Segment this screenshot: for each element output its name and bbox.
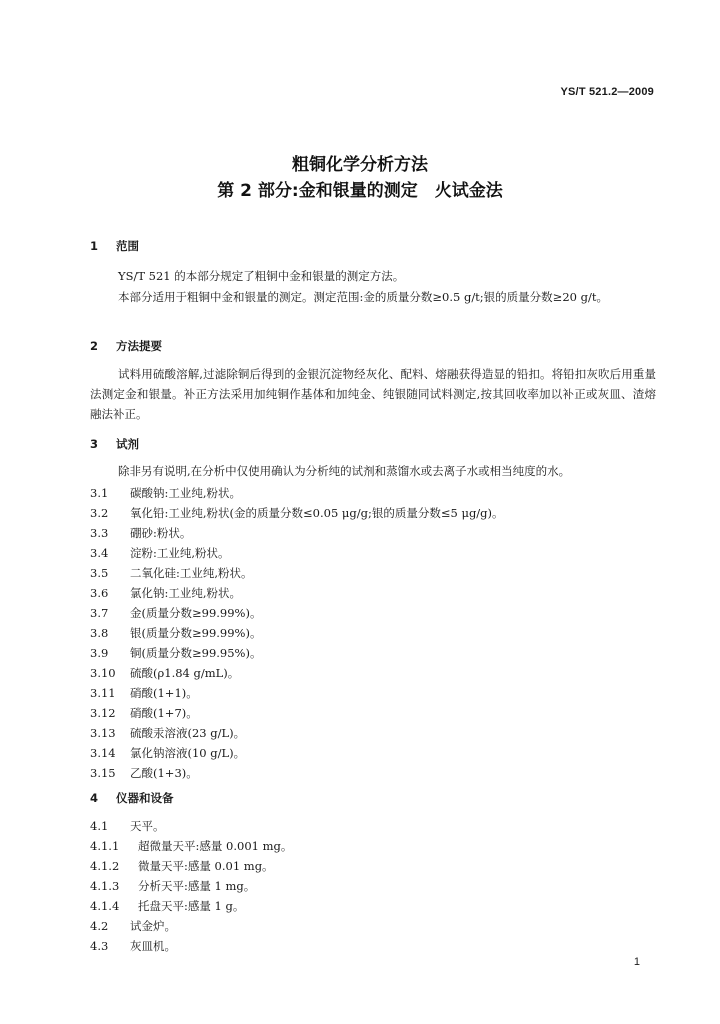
section-title: 方法提要 [116, 339, 162, 353]
list-item [90, 838, 292, 854]
item-text: 二氧化硅:工业纯,粉状。 [130, 566, 253, 580]
item-text: 硫酸(ρ1.84 g/mL)。 [130, 666, 240, 680]
item-number: 3.10 [90, 666, 116, 680]
section-3-intro: 除非另有说明,在分析中仅使用确认为分析纯的试剂和蒸馏水或去离子水或相当纯度的水。 [118, 464, 571, 478]
document-title: 粗铜化学分析方法 [292, 155, 428, 175]
item-number: 3.14 [90, 746, 116, 760]
item-text: 试金炉。 [130, 919, 176, 933]
item-number: 4.1.2 [90, 859, 120, 873]
item-text: 硼砂:粉状。 [130, 526, 192, 540]
item-number: 4.1.1 [90, 839, 120, 853]
item-text: 硝酸(1+7)。 [130, 706, 198, 720]
item-number: 3.5 [90, 566, 109, 580]
section-3-heading [90, 436, 139, 452]
list-item [90, 565, 253, 581]
list-item [90, 938, 176, 954]
list-item [90, 818, 165, 834]
list-item [90, 898, 244, 914]
item-text: 乙酸(1+3)。 [130, 766, 198, 780]
item-number: 4.1.3 [90, 879, 120, 893]
list-item [90, 745, 245, 761]
item-text: 氯化钠:工业纯,粉状。 [130, 586, 242, 600]
item-text: 铜(质量分数≥99.95%)。 [130, 646, 262, 660]
item-number: 3.6 [90, 586, 109, 600]
section-number: 1 [90, 239, 99, 253]
item-number: 4.1 [90, 819, 109, 833]
section-title: 试剂 [116, 437, 139, 451]
item-text: 分析天平:感量 1 mg。 [138, 879, 256, 893]
section-title: 仪器和设备 [116, 791, 174, 805]
item-text: 超微量天平:感量 0.001 mg。 [138, 839, 293, 853]
item-number: 3.8 [90, 626, 109, 640]
section-1-paragraph-1: YS/T 521 的本部分规定了粗铜中金和银量的测定方法。 [118, 269, 405, 283]
section-2-heading [90, 338, 162, 354]
list-item [90, 525, 191, 541]
item-number: 4.3 [90, 939, 109, 953]
section-number: 3 [90, 437, 99, 451]
item-text: 淀粉:工业纯,粉状。 [130, 546, 230, 560]
item-text: 硫酸汞溶液(23 g/L)。 [130, 726, 246, 740]
item-number: 3.13 [90, 726, 116, 740]
list-item [90, 625, 261, 641]
item-number: 3.1 [90, 486, 109, 500]
list-item [90, 918, 176, 934]
list-item [90, 878, 255, 894]
item-number: 4.1.4 [90, 899, 120, 913]
document-subtitle: 第 2 部分:金和银量的测定 火试金法 [217, 181, 503, 201]
section-2-paragraph: 试料用硫酸溶解,过滤除铜后得到的金银沉淀物经灰化、配料、熔融获得造显的铅扣。将铅扣灰吹后用重量法测定金和银量。补正方法采用加纯铜作基体和加纯金、纯银随同试料测定,按其回收率加以补正或灰皿、渣熔融法补正。 [90, 367, 656, 421]
list-item [90, 485, 241, 501]
item-text: 氧化铅:工业纯,粉状(金的质量分数≤0.05 μg/g;银的质量分数≤5 μg/g)。 [130, 506, 504, 520]
page-number: 1 [633, 956, 640, 968]
list-item [90, 585, 241, 601]
item-text: 金(质量分数≥99.99%)。 [130, 606, 262, 620]
item-text: 微量天平:感量 0.01 mg。 [138, 859, 274, 873]
list-item [90, 725, 245, 741]
item-text: 天平。 [130, 819, 165, 833]
list-item [90, 645, 261, 661]
item-number: 3.15 [90, 766, 116, 780]
section-number: 2 [90, 339, 99, 353]
list-item [90, 765, 198, 781]
item-number: 3.12 [90, 706, 116, 720]
item-text: 氯化钠溶液(10 g/L)。 [130, 746, 246, 760]
item-text: 灰皿机。 [130, 939, 176, 953]
item-number: 3.7 [90, 606, 109, 620]
list-item [90, 685, 198, 701]
standard-code: YS/T 521.2—2009 [560, 86, 654, 98]
list-item [90, 605, 261, 621]
list-item [90, 505, 504, 521]
list-item [90, 665, 239, 681]
item-number: 3.11 [90, 686, 116, 700]
item-text: 银(质量分数≥99.99%)。 [130, 626, 262, 640]
item-text: 硝酸(1+1)。 [130, 686, 198, 700]
section-4-heading [90, 790, 174, 806]
item-number: 3.4 [90, 546, 109, 560]
item-number: 3.9 [90, 646, 109, 660]
item-number: 3.2 [90, 506, 109, 520]
section-1-paragraph-2: 本部分适用于粗铜中金和银量的测定。测定范围:金的质量分数≥0.5 g/t;银的质量分数≥20 g/t。 [118, 290, 608, 304]
item-number: 4.2 [90, 919, 109, 933]
section-title: 范围 [116, 239, 139, 253]
item-text: 托盘天平:感量 1 g。 [138, 899, 245, 913]
section-number: 4 [90, 791, 99, 805]
list-item [90, 858, 274, 874]
item-number: 3.3 [90, 526, 109, 540]
section-1-heading [90, 238, 139, 254]
item-text: 碳酸钠:工业纯,粉状。 [130, 486, 242, 500]
list-item [90, 705, 198, 721]
list-item [90, 545, 230, 561]
